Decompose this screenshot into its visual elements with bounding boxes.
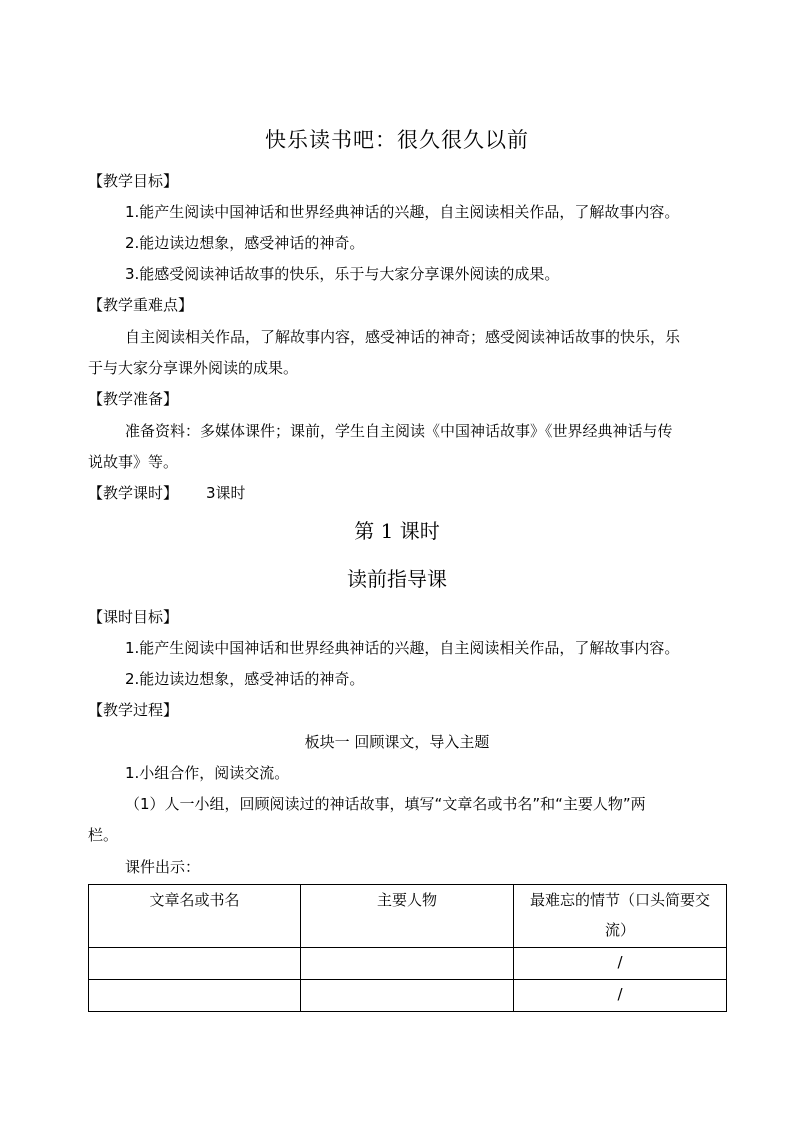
hours-heading: 【教学课时】 [88,484,179,502]
hours-value: 3课时 [206,484,246,502]
process-heading: 【教学过程】 [88,701,179,719]
table-header-cell: 文章名或书名 [89,885,301,948]
key-points-heading: 【教学重难点】 [88,296,194,314]
process-step-1-sub-line-2: 栏。 [88,826,119,844]
table-header-cell [514,885,727,948]
page-title: 快乐读书吧：很久很久以前 [265,128,529,152]
process-step-1-sub-line-1: （1）人一小组，回顾阅读过的神话故事，填写“文章名或书名”和“主要人物”两 [125,795,646,813]
table-cell: / [514,980,727,1012]
goals-heading: 【教学目标】 [88,172,179,190]
table-header-text-part-2: 流） [604,921,635,939]
table-cell[interactable] [301,948,514,980]
goal-item-2: 2.能边读边想象，感受神话的神奇。 [125,234,365,252]
table-cell: / [514,948,727,980]
preparation-heading: 【教学准备】 [88,390,179,408]
process-step-1: 1.小组合作，阅读交流。 [125,764,290,782]
table-header-text-part-1: 最难忘的情节（口头简要交 [529,891,710,909]
lesson-goal-item-1: 1.能产生阅读中国神话和世界经典神话的兴趣，自主阅读相关作品，了解故事内容。 [125,639,680,657]
lesson-number: 第 1 课时 [354,519,440,543]
preparation-line-1: 准备资料：多媒体课件；课前，学生自主阅读《中国神话故事》《世界经典神话与传 [125,422,673,440]
key-points-line-2: 于与大家分享课外阅读的成果。 [88,359,299,377]
table-cell[interactable] [89,980,301,1012]
table-row [89,948,727,980]
table-header-row [89,885,727,948]
courseware-label: 课件出示： [125,858,201,876]
table-header-cell: 主要人物 [301,885,514,948]
goal-item-3: 3.能感受阅读神话故事的快乐，乐于与大家分享课外阅读的成果。 [125,265,560,283]
lesson-name: 读前指导课 [347,567,447,591]
block-title: 板块一 回顾课文，导入主题 [304,733,490,751]
lesson-goals-heading: 【课时目标】 [88,608,179,626]
goal-item-1: 1.能产生阅读中国神话和世界经典神话的兴趣，自主阅读相关作品，了解故事内容。 [125,203,680,221]
table-row [89,980,727,1012]
table-cell[interactable] [301,980,514,1012]
table-cell[interactable] [89,948,301,980]
lesson-goal-item-2: 2.能边读边想象，感受神话的神奇。 [125,670,365,688]
courseware-table [88,884,727,1012]
key-points-line-1: 自主阅读相关作品，了解故事内容，感受神话的神奇；感受阅读神话故事的快乐，乐 [125,328,681,346]
preparation-line-2: 说故事》等。 [88,453,179,471]
